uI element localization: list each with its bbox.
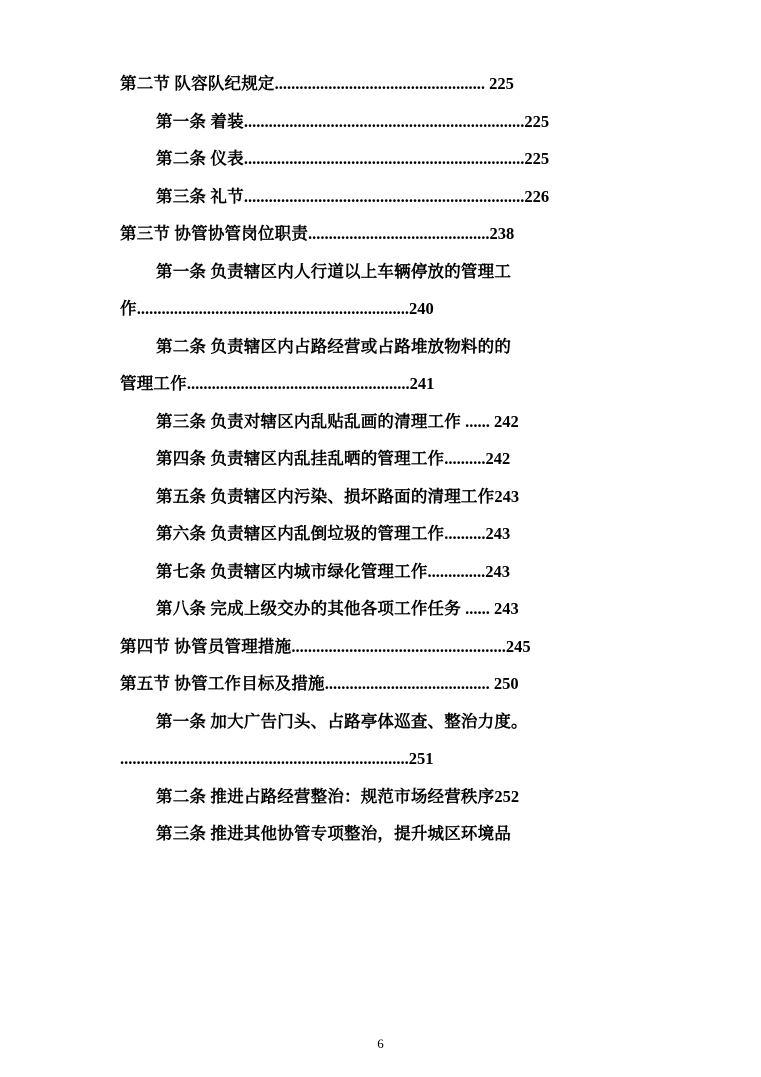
toc-page-number: 242 bbox=[485, 449, 511, 468]
toc-entry-label: 第三条 推进其他协管专项整治，提升城区环境品 bbox=[156, 824, 512, 843]
toc-entry-label: 第三条 负责对辖区内乱贴乱画的清理工作 bbox=[156, 411, 461, 431]
toc-entry-label: 第八条 完成上级交办的其他各项工作任务 bbox=[156, 599, 461, 618]
toc-page-number: 242 bbox=[493, 411, 519, 431]
toc-entry[interactable] bbox=[120, 526, 644, 543]
toc-leader-dots: .................................................... bbox=[291, 636, 506, 656]
toc-entry[interactable] bbox=[120, 711, 644, 768]
toc-entry-label: 第三条 礼节 bbox=[156, 186, 244, 206]
toc-entry[interactable] bbox=[120, 261, 644, 318]
toc-entry[interactable] bbox=[120, 151, 644, 168]
toc-leader-dots: .................................................................... bbox=[243, 111, 525, 131]
toc-entry-label: 第五条 负责辖区内污染、损坏路面的清理工作 bbox=[156, 486, 495, 506]
toc-entry-label: 第七条 负责辖区内城市绿化管理工作 bbox=[156, 561, 428, 581]
toc-leader-dots: .................................................................... bbox=[243, 149, 525, 168]
toc-entry-label: 第一条 着装 bbox=[156, 111, 244, 131]
toc-page-number: 243 bbox=[494, 486, 520, 506]
toc-entry-label: 第一条 负责辖区内人行道以上车辆停放的管理工 bbox=[156, 261, 512, 281]
toc-entry[interactable] bbox=[120, 186, 644, 206]
toc-entry-label-cont: 作 bbox=[120, 299, 137, 318]
toc-entry-label: 第二条 负责辖区内占路经营或占路堆放物料的的 bbox=[156, 336, 512, 356]
toc-page-number: 241 bbox=[409, 374, 435, 393]
toc-leader-dots: ...................................................................... bbox=[120, 749, 409, 768]
toc-entry[interactable] bbox=[120, 561, 644, 581]
toc-leader-dots: ................................................... bbox=[274, 74, 485, 93]
toc-entry-label: 第四条 负责辖区内乱挂乱晒的管理工作 bbox=[156, 449, 445, 468]
toc-entry-label: 第二条 推进占路经营整治：规范市场经营秩序 bbox=[156, 786, 495, 806]
toc-page-number: 243 bbox=[485, 524, 511, 543]
toc-entry[interactable] bbox=[120, 411, 644, 431]
toc-page-number: 243 bbox=[493, 599, 519, 618]
toc-page-number: 225 bbox=[524, 149, 550, 168]
toc-leader-dots: .............. bbox=[427, 561, 486, 581]
toc-entry-label: 第一条 加大广告门头、占路亭体巡查、整治力度。 bbox=[156, 711, 528, 731]
toc-leader-dots: .......... bbox=[444, 449, 486, 468]
toc-entry[interactable] bbox=[120, 786, 644, 806]
toc-page-number: 251 bbox=[408, 749, 434, 768]
toc-page-number: 252 bbox=[494, 786, 520, 806]
toc-leader-dots: ...................................................... bbox=[186, 374, 410, 393]
toc-page-number: 240 bbox=[408, 299, 434, 318]
page-number: 6 bbox=[377, 1036, 384, 1051]
toc-leader-dots: .................................................................... bbox=[243, 186, 525, 206]
toc-page-number: 238 bbox=[489, 224, 515, 243]
toc-entry-label: 第二节 队容队纪规定 bbox=[120, 74, 275, 93]
toc-entry[interactable] bbox=[120, 636, 644, 656]
toc-leader-dots: ...... bbox=[465, 411, 490, 431]
toc-entry-label-cont: 管理工作 bbox=[120, 374, 187, 393]
table-of-contents bbox=[120, 76, 644, 864]
toc-entry-label: 第二条 仪表 bbox=[156, 149, 244, 168]
toc-page-number: 250 bbox=[493, 674, 519, 693]
page-footer bbox=[0, 1036, 761, 1052]
toc-entry[interactable] bbox=[120, 826, 644, 843]
toc-page-number: 245 bbox=[505, 636, 531, 656]
toc-leader-dots: ...... bbox=[465, 599, 490, 618]
toc-page-number: 226 bbox=[524, 186, 550, 206]
toc-entry[interactable] bbox=[120, 676, 644, 693]
toc-leader-dots: .......... bbox=[444, 524, 486, 543]
toc-entry[interactable] bbox=[120, 76, 644, 93]
toc-entry-label: 第六条 负责辖区内乱倒垃圾的管理工作 bbox=[156, 524, 445, 543]
toc-entry-label: 第四节 协管员管理措施 bbox=[120, 636, 292, 656]
toc-entry-label: 第五节 协管工作目标及措施 bbox=[120, 674, 325, 693]
toc-leader-dots: .................................................................. bbox=[136, 299, 409, 318]
toc-page-number: 225 bbox=[524, 111, 550, 131]
toc-entry[interactable] bbox=[120, 111, 644, 131]
toc-entry[interactable] bbox=[120, 486, 644, 506]
toc-entry[interactable] bbox=[120, 226, 644, 243]
toc-entry[interactable] bbox=[120, 601, 644, 618]
toc-page-number: 225 bbox=[489, 74, 514, 93]
toc-page-number: 243 bbox=[485, 561, 511, 581]
toc-leader-dots: ............................................ bbox=[308, 224, 490, 243]
toc-entry-label: 第三节 协管协管岗位职责 bbox=[120, 224, 309, 243]
toc-entry[interactable] bbox=[120, 336, 644, 393]
toc-leader-dots: ........................................ bbox=[324, 674, 490, 693]
toc-entry[interactable] bbox=[120, 451, 644, 468]
